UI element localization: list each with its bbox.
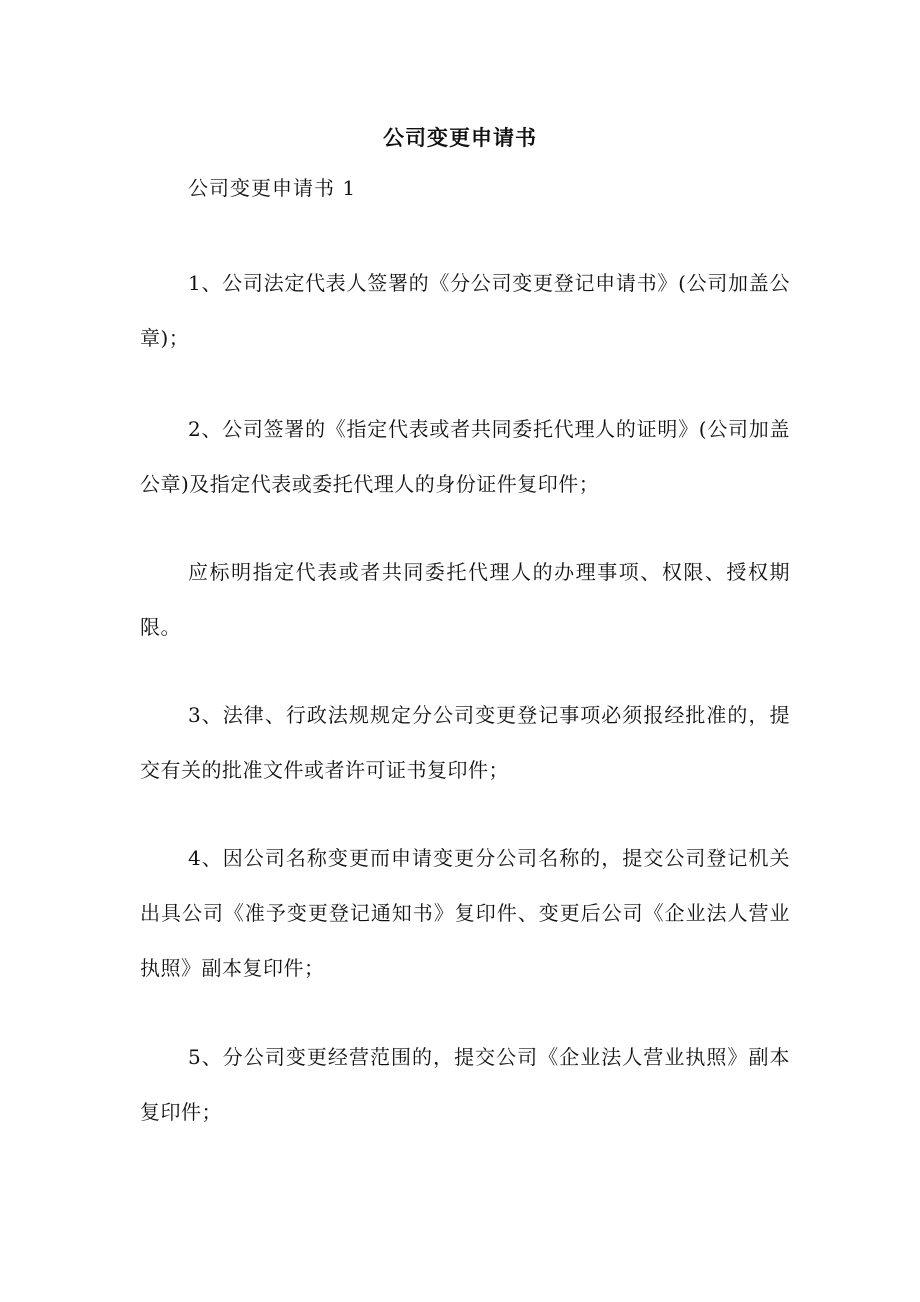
paragraph-note: 应标明指定代表或者共同委托代理人的办理事项、权限、授权期限。 <box>140 560 790 639</box>
paragraph-item-1: 1、公司法定代表人签署的《分公司变更登记申请书》(公司加盖公章)； <box>140 271 790 350</box>
document-title: 公司变更申请书 <box>383 125 537 150</box>
paragraph-item-2: 2、公司签署的《指定代表或者共同委托代理人的证明》(公司加盖公章)及指定代表或委托代理人的身份证件复印件； <box>140 417 790 496</box>
paragraph-item-3: 3、法律、行政法规规定分公司变更登记事项必须报经批准的，提交有关的批准文件或者许可证书复印件； <box>140 703 790 782</box>
paragraph-item-5: 5、分公司变更经营范围的，提交公司《企业法人营业执照》副本复印件； <box>140 1045 790 1124</box>
paragraph-item-4: 4、因公司名称变更而申请变更分公司名称的，提交公司登记机关出具公司《准予变更登记通知书》复印件、变更后公司《企业法人营业执照》副本复印件； <box>140 846 790 980</box>
document-subtitle: 公司变更申请书 1 <box>188 176 357 200</box>
